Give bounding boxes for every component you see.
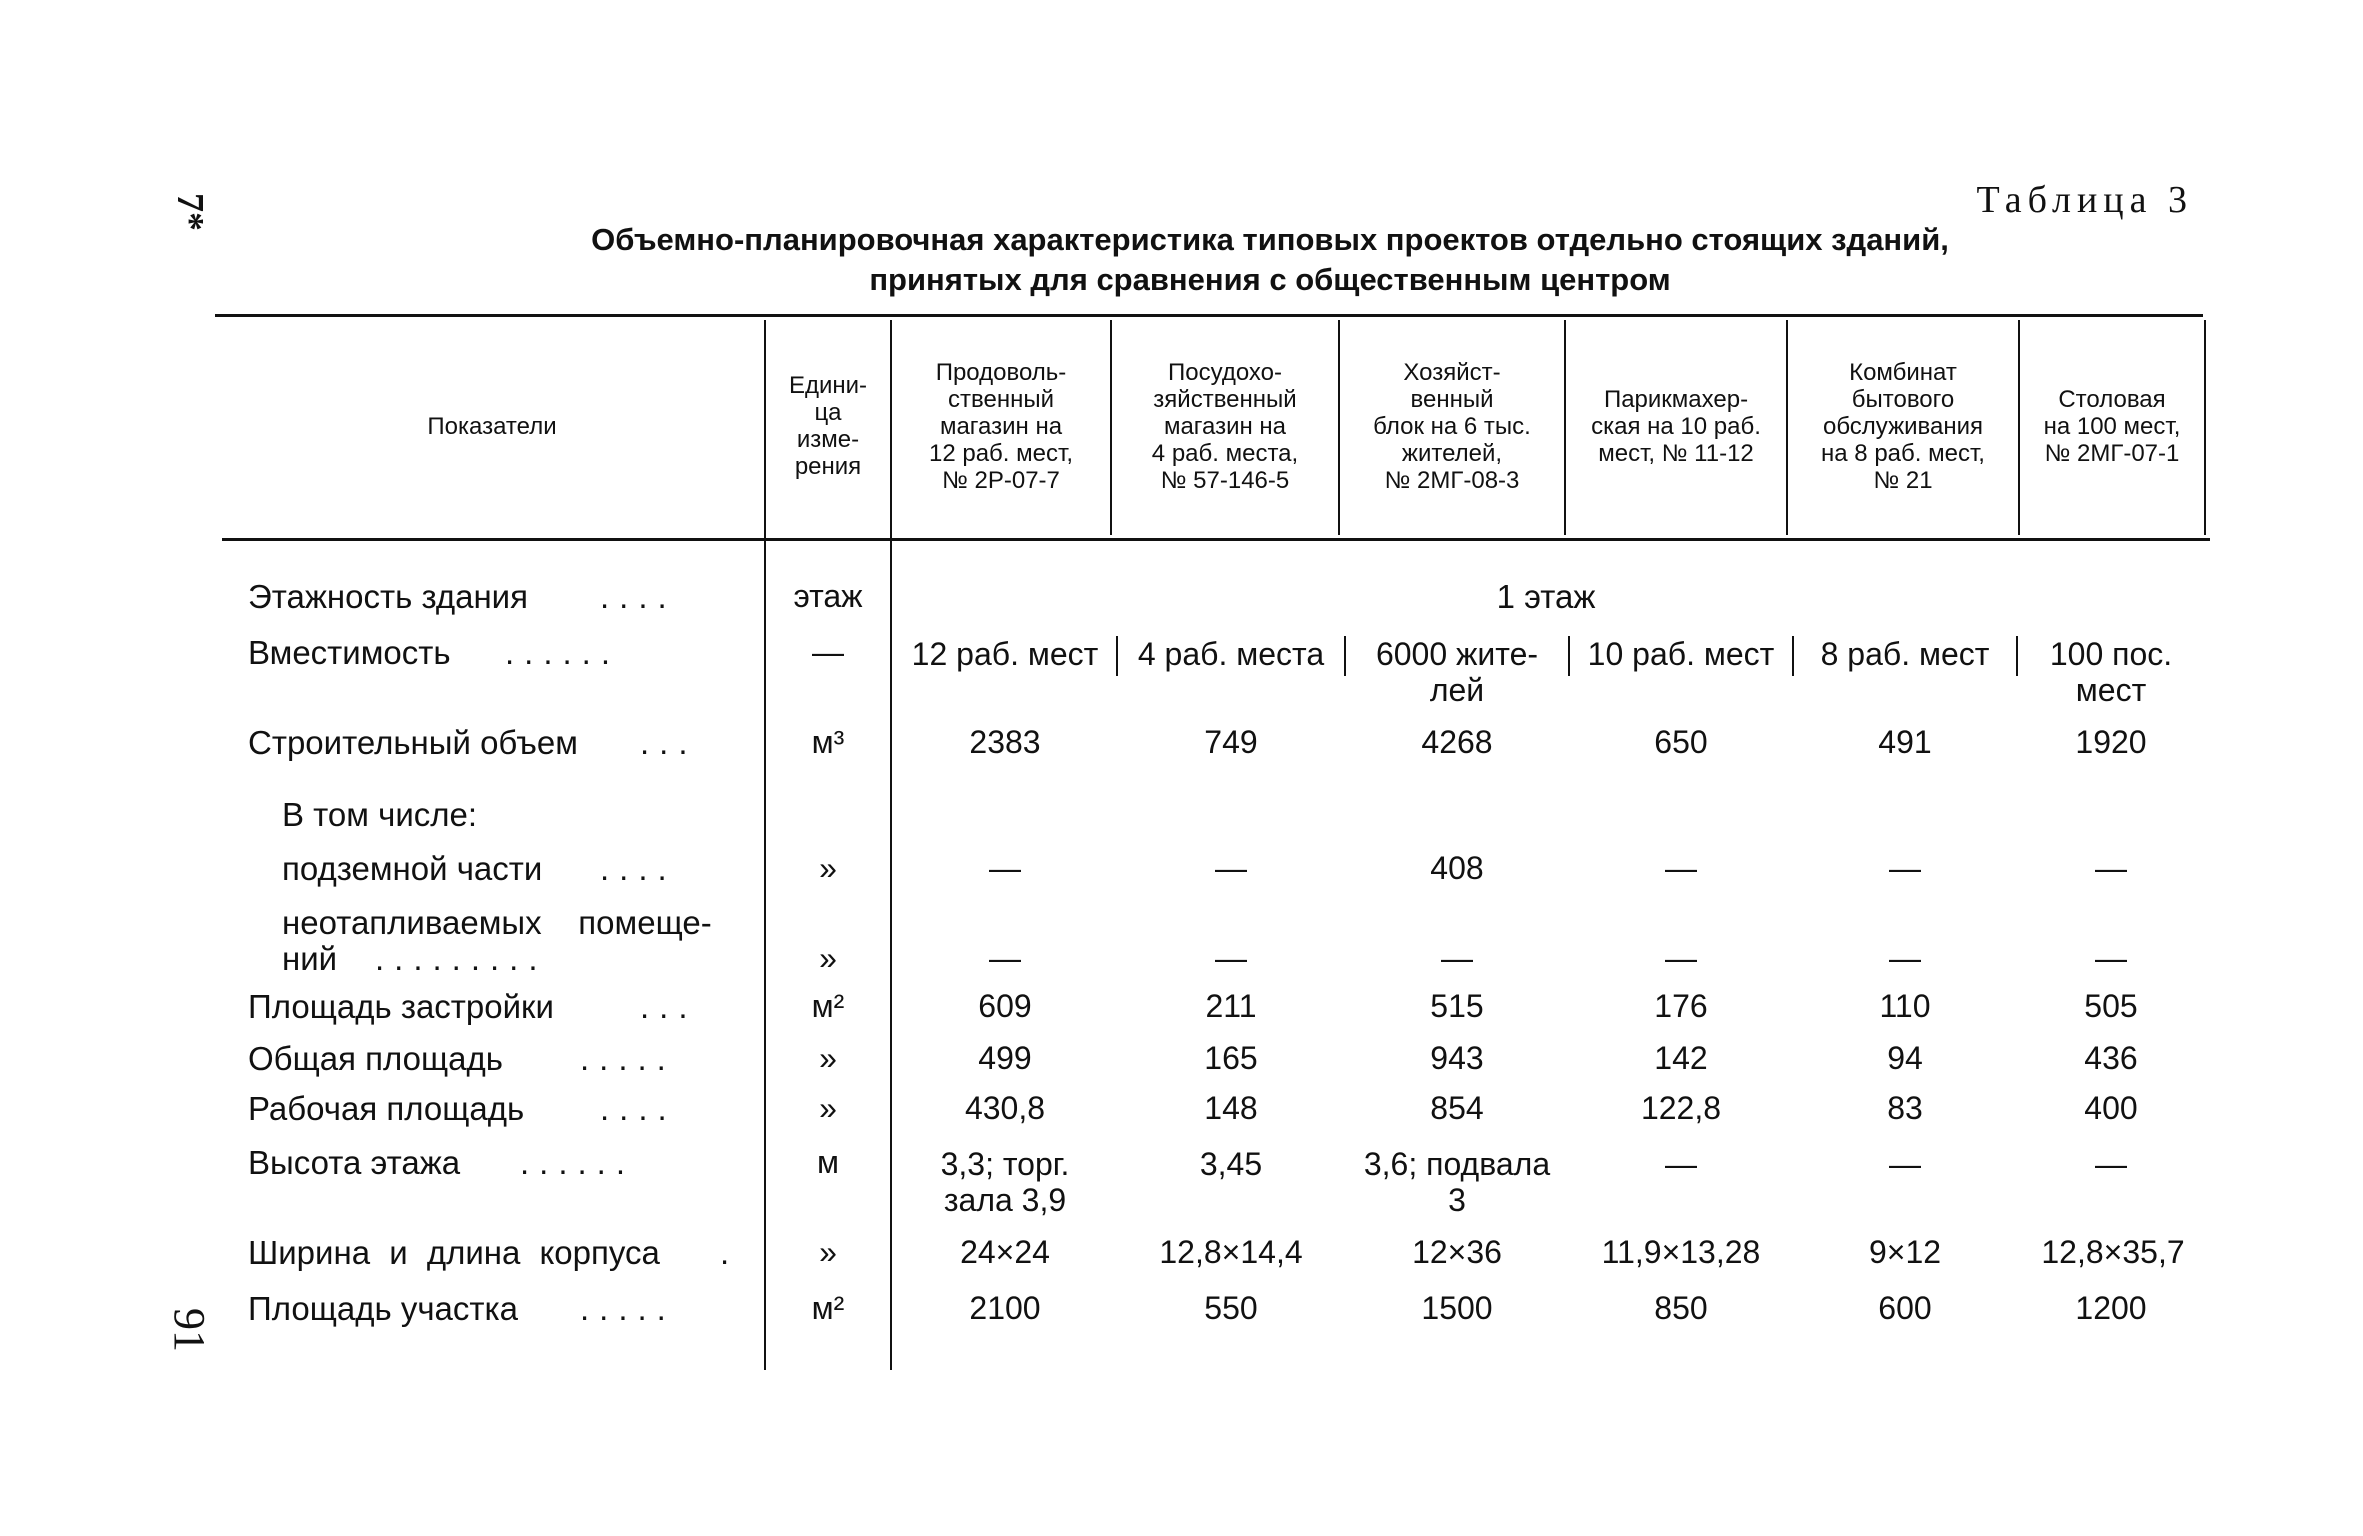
value-total-area: 943 — [1430, 1040, 1484, 1076]
row-label-total-area: Общая площадь — [248, 1040, 503, 1077]
header-indicator: Показатели — [427, 412, 557, 440]
value-volume: 4268 — [1421, 724, 1493, 760]
value-capacity: 10 раб. мест — [1587, 636, 1775, 672]
value-unheated: — — [2095, 940, 2127, 976]
value-underground: — — [989, 850, 1021, 886]
unit-dimensions: » — [819, 1234, 837, 1270]
value-dimensions: 24×24 — [960, 1234, 1050, 1270]
leader-dots: .... — [600, 850, 677, 887]
value-plot-area: 550 — [1204, 1290, 1258, 1326]
value-capacity: 12 раб. мест — [911, 636, 1099, 672]
value-dimensions: 9×12 — [1868, 1234, 1942, 1270]
value-height: 3,3; торг. зала 3,9 — [940, 1146, 1070, 1218]
value-underground: — — [1889, 850, 1921, 886]
table-top-rule — [215, 314, 2203, 317]
row-label-floors: Этажность здания — [248, 578, 528, 615]
value-total-area: 499 — [978, 1040, 1032, 1076]
row-label-plot-area: Площадь участка — [248, 1290, 518, 1327]
leader-dots: .... — [600, 578, 677, 615]
unit-floors: этаж — [793, 578, 863, 614]
table-title-line2: принятых для сравнения с общественным центром — [869, 262, 1671, 297]
row-label-dimensions: Ширина и длина корпуса — [248, 1234, 660, 1271]
row-label-underground: подземной части — [282, 850, 543, 887]
value-work-area: 83 — [1887, 1090, 1923, 1126]
leader-dots: ..... — [580, 1290, 676, 1327]
value-volume: 749 — [1204, 724, 1258, 760]
unit-work-area: » — [819, 1090, 837, 1126]
value-built-area: 176 — [1654, 988, 1708, 1024]
row-label-work-area: Рабочая площадь — [248, 1090, 525, 1127]
value-plot-area: 2100 — [969, 1290, 1041, 1326]
value-unheated: — — [989, 940, 1021, 976]
leader-dots: ... — [640, 724, 698, 761]
leader-dots: . — [720, 1234, 740, 1271]
value-unheated: — — [1889, 940, 1921, 976]
side-marker: 7* — [169, 193, 211, 231]
value-total-area: 436 — [2084, 1040, 2138, 1076]
value-dimensions: 11,9×13,28 — [1601, 1234, 1761, 1270]
value-plot-area: 1500 — [1421, 1290, 1493, 1326]
row-label-including: В том числе: — [282, 796, 478, 833]
value-floors: 1 этаж — [1496, 578, 1596, 615]
value-built-area: 515 — [1430, 988, 1484, 1024]
value-plot-area: 600 — [1878, 1290, 1932, 1326]
value-underground: — — [2095, 850, 2127, 886]
value-volume: 650 — [1654, 724, 1708, 760]
value-dimensions: 12×36 — [1412, 1234, 1502, 1270]
value-work-area: 854 — [1430, 1090, 1484, 1126]
value-plot-area: 850 — [1654, 1290, 1708, 1326]
header-bottom-rule — [222, 538, 2210, 541]
unit-height: м — [817, 1144, 839, 1180]
value-plot-area: 1200 — [2075, 1290, 2147, 1326]
row-label-unheated-cont: ний — [282, 940, 338, 977]
unit-total-area: » — [819, 1040, 837, 1076]
value-underground: — — [1665, 850, 1697, 886]
leader-dots: ... — [640, 988, 698, 1025]
header-service-center: Комбинат бытового обслуживания на 8 раб. мест, № 21 — [1821, 358, 1985, 494]
value-unheated: — — [1441, 940, 1473, 976]
column-divider — [2204, 320, 2206, 535]
value-underground: 408 — [1430, 850, 1484, 886]
value-built-area: 505 — [2084, 988, 2138, 1024]
value-capacity: 4 раб. места — [1137, 636, 1325, 672]
row-label-built-area: Площадь застройки — [248, 988, 554, 1025]
value-height: — — [1665, 1146, 1697, 1182]
value-volume: 491 — [1878, 724, 1932, 760]
unit-unheated: » — [819, 940, 837, 976]
value-height: — — [2095, 1146, 2127, 1182]
value-height: — — [1889, 1146, 1921, 1182]
value-underground: — — [1215, 850, 1247, 886]
value-height: 3,6; подвала 3 — [1363, 1146, 1551, 1218]
row-label-height: Высота этажа — [248, 1144, 461, 1181]
unit-plot-area: м² — [811, 1290, 845, 1326]
row-label-capacity: Вместимость — [248, 634, 451, 671]
unit-volume: м³ — [811, 724, 845, 760]
leader-dots: ...... — [520, 1144, 636, 1181]
value-capacity: 8 раб. мест — [1820, 636, 1990, 672]
value-built-area: 110 — [1879, 988, 1931, 1024]
value-built-area: 609 — [978, 988, 1032, 1024]
value-dimensions: 12,8×14,4 — [1159, 1234, 1303, 1270]
page-number: 91 — [165, 1308, 215, 1352]
value-capacity: 6000 жите- лей — [1375, 636, 1539, 708]
row-label-unheated: неотапливаемых помеще- — [282, 904, 712, 941]
header-barbershop: Парикмахер- ская на 10 раб. мест, № 11-12 — [1591, 385, 1761, 467]
header-household-store: Посудохо- зяйственный магазин на 4 раб. места, № 57-146-5 — [1151, 358, 1299, 494]
value-work-area: 400 — [2084, 1090, 2138, 1126]
unit-built-area: м² — [811, 988, 845, 1024]
value-height: 3,45 — [1199, 1146, 1263, 1182]
leader-dots: ...... — [505, 634, 621, 671]
value-capacity: 100 пос. мест — [2049, 636, 2173, 708]
value-built-area: 211 — [1205, 988, 1257, 1024]
header-canteen: Столовая на 100 мест, № 2МГ-07-1 — [2043, 385, 2181, 467]
value-work-area: 430,8 — [964, 1090, 1046, 1126]
header-unit: Едини- ца изме- рения — [788, 372, 868, 480]
header-food-store: Продоволь- ственный магазин на 12 раб. мест, № 2Р-07-7 — [929, 358, 1073, 494]
row-label-volume: Строительный объем — [248, 724, 578, 761]
value-volume: 1920 — [2075, 724, 2147, 760]
value-dimensions: 12,8×35,7 — [2041, 1234, 2185, 1270]
table-label: Таблица 3 — [1976, 179, 2193, 221]
unit-capacity: — — [812, 634, 844, 670]
value-volume: 2383 — [969, 724, 1041, 760]
value-total-area: 142 — [1654, 1040, 1708, 1076]
value-work-area: 148 — [1204, 1090, 1258, 1126]
table-title-line1: Объемно-планировочная характеристика типовых проектов отдельно стоящих зданий, — [591, 222, 1949, 257]
leader-dots: .... — [600, 1090, 677, 1127]
value-unheated: — — [1215, 940, 1247, 976]
value-unheated: — — [1665, 940, 1697, 976]
value-total-area: 165 — [1204, 1040, 1258, 1076]
leader-dots: ......... — [375, 940, 548, 977]
value-work-area: 122,8 — [1640, 1090, 1722, 1126]
header-utility-block: Хозяйст- венный блок на 6 тыс. жителей, № 2МГ-08-3 — [1373, 358, 1531, 494]
unit-underground: » — [819, 850, 837, 886]
leader-dots: ..... — [580, 1040, 676, 1077]
value-total-area: 94 — [1887, 1040, 1923, 1076]
